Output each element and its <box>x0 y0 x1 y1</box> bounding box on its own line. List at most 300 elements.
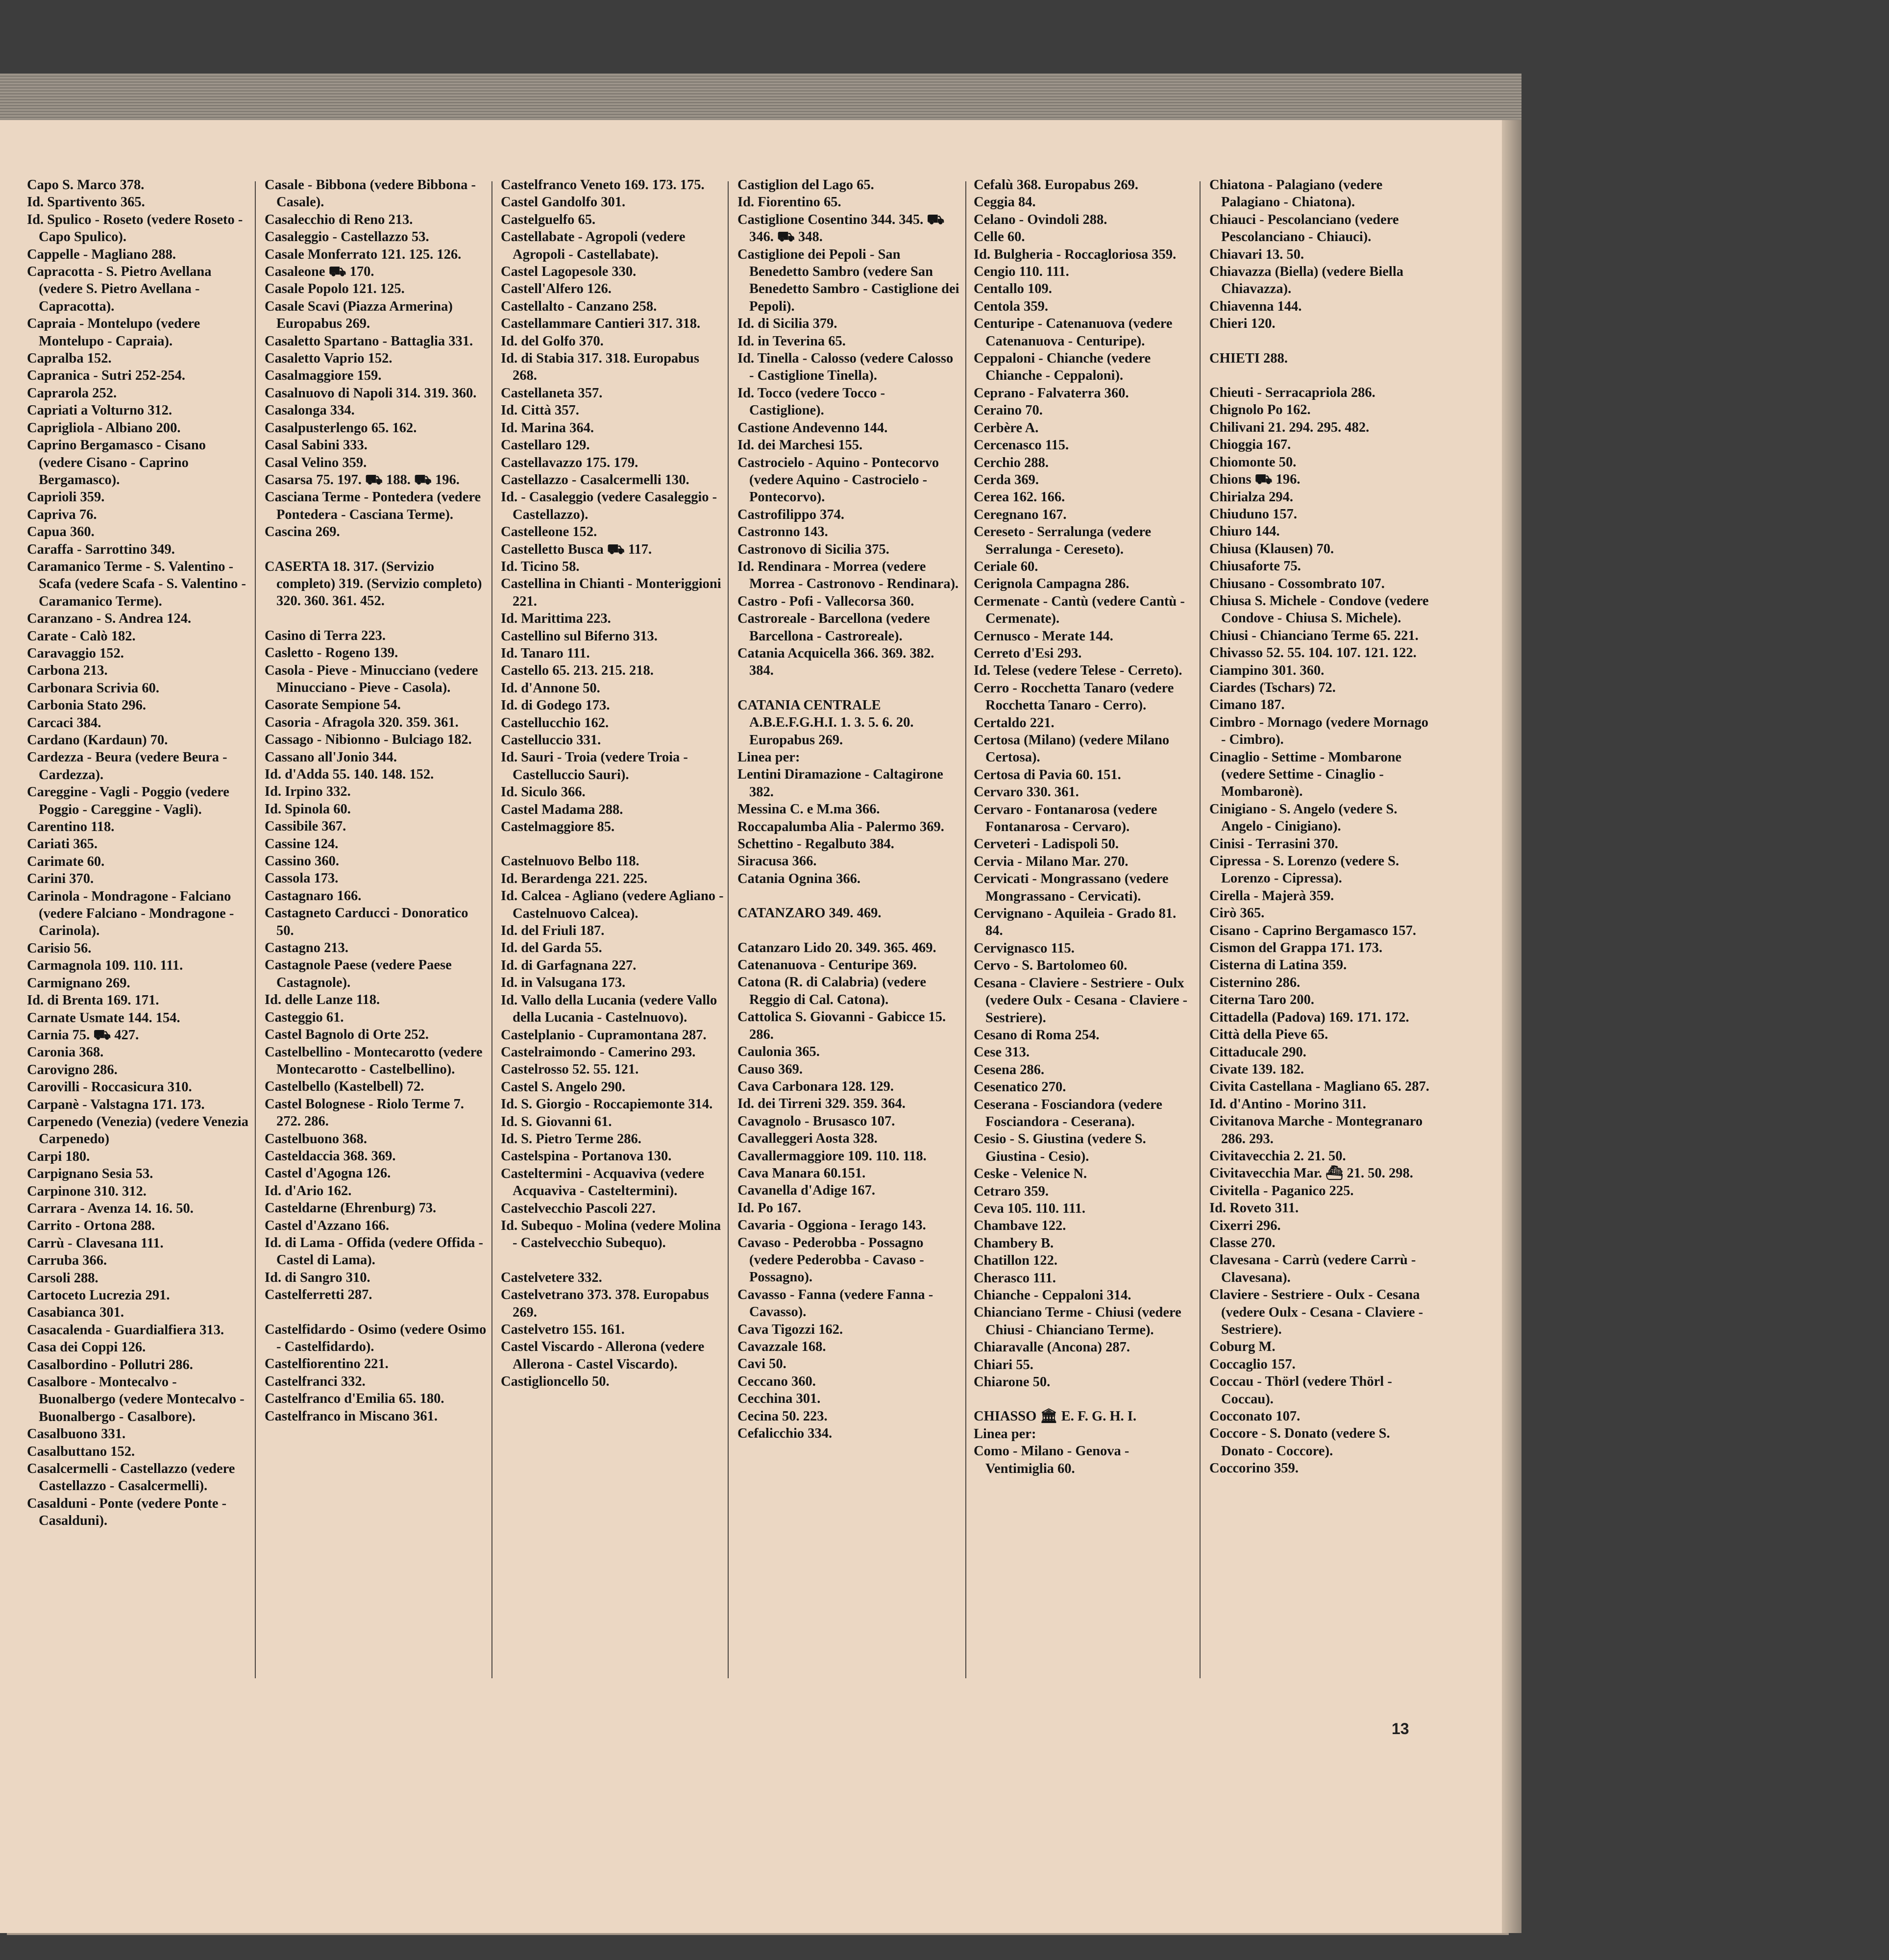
entry-gap <box>737 680 960 697</box>
index-entry: Carovigno 286. <box>27 1062 118 1078</box>
entry-gap <box>265 541 488 558</box>
index-entry: Casciana Terme - Pontedera (vedere Pontedera - Casciana Terme). <box>265 490 481 522</box>
index-entry: Castelrosso 52. 55. 121. <box>501 1062 639 1078</box>
index-entry: Chivasso 52. 55. 104. 107. 121. 122. <box>1209 645 1417 661</box>
index-entry: Cervia - Milano Mar. 270. <box>974 854 1128 869</box>
index-entry: Casale - Bibbona (vedere Bibbona - Casale). <box>265 177 476 210</box>
index-entry: Castiglioncello 50. <box>501 1374 610 1390</box>
index-entry: Civitavecchia 2. 21. 50. <box>1209 1148 1346 1164</box>
index-entry: Carpenedo (Venezia) (vedere Venezia Carpenedo) <box>27 1114 248 1147</box>
index-entry: Id. Spulico - Roseto (vedere Roseto - Capo Spulico). <box>27 212 243 245</box>
index-entry: Chioggia 167. <box>1209 437 1291 453</box>
index-entry: Chiomonte 50. <box>1209 454 1297 470</box>
index-entry: Cixerri 296. <box>1209 1218 1281 1233</box>
index-entry: Castelnuovo Belbo 118. <box>501 854 639 869</box>
index-entry: Chiavari 13. 50. <box>1209 246 1304 262</box>
index-entry: Cardezza - Beura (vedere Beura - Cardezza). <box>27 750 227 783</box>
index-entry: Cavagnolo - Brusasco 107. <box>737 1113 895 1129</box>
index-entry: Carmignano 269. <box>27 975 130 991</box>
index-entry: Castellavazzo 175. 179. <box>501 455 638 470</box>
index-entry: Casaletto Spartano - Battaglia 331. <box>265 333 473 349</box>
index-entry: Id. Po 167. <box>737 1200 801 1216</box>
index-entry: Carmagnola 109. 110. 111. <box>27 958 183 974</box>
index-entry: Castelspina - Portanova 130. <box>501 1149 672 1164</box>
index-entry: Como - Milano - Genova - Ventimiglia 60. <box>974 1444 1129 1476</box>
index-entry: Cavasso - Fanna (vedere Fanna - Cavasso). <box>737 1287 933 1320</box>
index-entry: Ceserana - Fosciandora (vedere Fosciandora - Ceserana). <box>974 1097 1162 1129</box>
index-entry: Casaleone ⛟ 170. <box>265 264 374 280</box>
index-entry: Castelplanio - Cupramontana 287. <box>501 1027 707 1043</box>
index-entry: Carisio 56. <box>27 940 92 956</box>
index-entry: Casoria - Afragola 320. 359. 361. <box>265 714 459 730</box>
index-entry: Centuripe - Catenanuova (vedere Catenanuova - Centuripe). <box>974 316 1173 349</box>
index-entry: Castelfranco in Miscano 361. <box>265 1408 438 1424</box>
index-entry: Coccore - S. Donato (vedere S. Donato - Coccore). <box>1209 1426 1390 1459</box>
index-entry: Carnia 75. ⛟ 427. <box>27 1027 139 1043</box>
index-entry: Chiari 55. <box>974 1357 1033 1372</box>
index-entry: Castelvecchio Pascoli 227. <box>501 1200 656 1216</box>
index-entry: Messina C. e M.ma 366. <box>737 802 880 817</box>
index-entry: Cavaso - Pederobba - Possagno (vedere Pederobba - Cavaso - Possagno). <box>737 1235 924 1285</box>
page-number: 13 <box>1392 1720 1409 1738</box>
index-entry: Castel d'Agogna 126. <box>265 1166 391 1181</box>
index-entry: Castagneto Carducci - Donoratico 50. <box>265 906 468 938</box>
index-entry: Cittaducale 290. <box>1209 1044 1306 1060</box>
index-entry: Capraia - Montelupo (vedere Montelupo - Capraia). <box>27 316 200 349</box>
index-entry: Castelleone 152. <box>501 524 597 540</box>
index-entry: Siracusa 366. <box>737 854 817 869</box>
index-entry: Casabianca 301. <box>27 1305 124 1321</box>
index-entry: Ceppaloni - Chianche (vedere Chianche - Ceppaloni). <box>974 351 1151 384</box>
index-entry: Casola - Pieve - Minucciano (vedere Minucciano - Pieve - Casola). <box>265 662 478 695</box>
index-entry: Id. S. Giovanni 61. <box>501 1114 612 1129</box>
index-entry: Castelguelfo 65. <box>501 212 596 227</box>
index-entry: Chiusaforte 75. <box>1209 559 1301 574</box>
index-entry: Casalnuovo di Napoli 314. 319. 360. <box>265 385 477 401</box>
index-entry: Cocconato 107. <box>1209 1409 1300 1424</box>
index-entry: Castellammare Cantieri 317. 318. <box>501 316 701 332</box>
index-entry: Carate - Calò 182. <box>27 628 136 644</box>
index-entry: Id. Ticino 58. <box>501 559 580 574</box>
index-entry: Id. Calcea - Agliano (vedere Agliano - Castelnuovo Calcea). <box>501 888 724 921</box>
index-entry: Chiauci - Pescolanciano (vedere Pescolanciano - Chiauci). <box>1209 212 1399 245</box>
index-entry: Cecchina 301. <box>737 1391 821 1407</box>
index-entry: Cesio - S. Giustina (vedere S. Giustina - Cesio). <box>974 1131 1146 1164</box>
index-entry: Chieuti - Serracapriola 286. <box>1209 385 1375 401</box>
index-entry: Chatillon 122. <box>974 1253 1058 1269</box>
index-entry: Capo S. Marco 378. <box>27 177 145 193</box>
index-entry: Caravaggio 152. <box>27 645 124 661</box>
index-entry: Cardano (Kardaun) 70. <box>27 733 168 748</box>
index-entry: Id. d'Antino - Morino 311. <box>1209 1096 1366 1112</box>
index-entry: Carbonia Stato 296. <box>27 698 147 713</box>
index-entry: Cavanella d'Adige 167. <box>737 1183 876 1199</box>
index-entry: Castel Madama 288. <box>501 802 623 817</box>
column-divider <box>491 181 492 1678</box>
entry-gap <box>737 887 960 905</box>
index-entry: Coccau - Thörl (vedere Thörl - Coccau). <box>1209 1374 1392 1407</box>
index-entry: Casalecchio di Reno 213. <box>265 212 413 227</box>
index-entry: Chiusi - Chianciano Terme 65. 221. <box>1209 628 1419 643</box>
index-entry: Castagnole Paese (vedere Paese Castagnole). <box>265 957 452 990</box>
index-entry: Chiuduno 157. <box>1209 506 1298 522</box>
index-entry: Cattolica S. Giovanni - Gabicce 15. 286. <box>737 1009 946 1042</box>
index-entry: Casale Monferrato 121. 125. 126. <box>265 246 462 262</box>
index-entry: Certaldo 221. <box>974 715 1055 731</box>
index-entry: Castione Andevenno 144. <box>737 420 888 436</box>
index-entry: Capriati a Volturno 312. <box>27 403 172 418</box>
index-entry: Id. di Brenta 169. 171. <box>27 993 159 1008</box>
index-entry: Casalbuono 331. <box>27 1426 126 1442</box>
index-entry: Catanzaro Lido 20. 349. 365. 469. <box>737 940 936 956</box>
index-entry: Casteldaccia 368. 369. <box>265 1148 396 1164</box>
index-column <box>1209 176 1432 1477</box>
index-entry: Casale Scavi (Piazza Armerina) Europabus 269. <box>265 298 453 332</box>
index-entry: Cava Manara 60.151. <box>737 1165 866 1181</box>
index-entry: Cirò 365. <box>1209 906 1265 921</box>
index-entry: Chiuro 144. <box>1209 524 1280 539</box>
index-entry: Id. d'Annone 50. <box>501 680 600 696</box>
index-entry: Id. dei Tirreni 329. 359. 364. <box>737 1096 906 1112</box>
index-entry: Casa dei Coppi 126. <box>27 1340 146 1355</box>
index-entry: Id. di Garfagnana 227. <box>501 957 637 973</box>
index-column <box>737 176 960 1442</box>
index-entry: Casorate Sempione 54. <box>265 697 401 713</box>
index-entry: Carrito - Ortona 288. <box>27 1218 155 1234</box>
index-entry: Cisternino 286. <box>1209 975 1300 990</box>
index-entry: Cismon del Grappa 171. 173. <box>1209 940 1383 956</box>
index-entry: Id. d'Ario 162. <box>265 1183 352 1199</box>
index-entry: Cavazzale 168. <box>737 1339 826 1354</box>
index-entry: Castelraimondo - Camerino 293. <box>501 1044 696 1060</box>
index-entry: Carpanè - Valstagna 171. 173. <box>27 1097 205 1112</box>
index-entry: Cavi 50. <box>737 1356 786 1372</box>
entry-gap <box>1209 367 1432 384</box>
index-entry: Casteggio 61. <box>265 1009 344 1025</box>
index-entry: Cervo - S. Bartolomeo 60. <box>974 958 1128 974</box>
index-entry: Castello 65. 213. 215. 218. <box>501 663 654 679</box>
index-entry: Caronia 368. <box>27 1045 104 1060</box>
column-divider <box>1200 181 1201 1678</box>
index-entry: Carrù - Clavesana 111. <box>27 1235 164 1251</box>
index-entry: Citerna Taro 200. <box>1209 992 1315 1008</box>
index-entry: Id. Marina 364. <box>501 420 594 436</box>
index-entry: Cervaro 330. 361. <box>974 784 1079 800</box>
index-entry: Id. Marittima 223. <box>501 611 611 627</box>
index-entry: Chions ⛟ 196. <box>1209 472 1300 488</box>
index-entry: Casalbore - Montecalvo - Buonalbergo (vedere Montecalvo - Buonalbergo - Casalbore). <box>27 1374 245 1424</box>
index-entry: Cerignola Campagna 286. <box>974 576 1129 592</box>
index-entry: Coburg M. <box>1209 1339 1276 1355</box>
index-entry: Carcaci 384. <box>27 715 101 731</box>
index-entry: Castro - Pofi - Vallecorsa 360. <box>737 593 914 609</box>
index-entry: Carbonara Scrivia 60. <box>27 680 159 696</box>
index-entry: Capracotta - S. Pietro Avellana (vedere S. Pietro Avellana - Capracotta). <box>27 264 212 314</box>
index-entry: CHIETI 288. <box>1209 350 1288 366</box>
index-entry: Cervignano - Aquileia - Grado 81. 84. <box>974 906 1177 939</box>
index-entry: Id. S. Giorgio - Roccapiemonte 314. <box>501 1097 713 1112</box>
index-entry: Schettino - Regalbuto 384. <box>737 836 894 852</box>
index-entry: Id. Subequo - Molina (vedere Molina - Castelvecchio Subequo). <box>501 1218 721 1251</box>
index-entry: Civitella - Paganico 225. <box>1209 1183 1354 1199</box>
index-entry: Cinisi - Terrasini 370. <box>1209 836 1338 852</box>
index-entry: Ceprano - Falvaterra 360. <box>974 385 1129 401</box>
index-entry: Casalduni - Ponte (vedere Ponte - Casalduni). <box>27 1495 227 1529</box>
index-entry: Caprarola 252. <box>27 385 117 401</box>
index-entry: Chambery B. <box>974 1235 1054 1251</box>
index-entry: Chignolo Po 162. <box>1209 402 1311 418</box>
index-entry: Castiglione Cosentino 344. 345. ⛟ 346. ⛟ 348. <box>737 212 945 245</box>
index-entry: Cesenatico 270. <box>974 1079 1066 1095</box>
index-entry: Castelfranco d'Emilia 65. 180. <box>265 1391 444 1407</box>
index-entry: Id. Spartivento 365. <box>27 195 145 210</box>
index-entry: Carinola - Mondragone - Falciano (vedere Falciano - Mondragone - Carinola). <box>27 888 234 939</box>
index-entry: Coccorino 359. <box>1209 1461 1299 1476</box>
index-entry: Cese 313. <box>974 1045 1030 1060</box>
index-entry: Cassine 124. <box>265 836 339 852</box>
index-entry: Castellino sul Biferno 313. <box>501 628 658 644</box>
index-entry: Id. Tanaro 111. <box>501 645 590 661</box>
index-entry: Cisano - Caprino Bergamasco 157. <box>1209 923 1416 938</box>
column-divider <box>965 181 966 1678</box>
index-entry: Castellaneta 357. <box>501 385 603 401</box>
index-entry: Id. dei Marchesi 155. <box>737 438 863 453</box>
index-entry: Certosa di Pavia 60. 151. <box>974 767 1121 783</box>
index-entry: Castelletto Busca ⛟ 117. <box>501 541 652 557</box>
index-entry: Castagnaro 166. <box>265 888 362 904</box>
index-entry: Cassibile 367. <box>265 819 346 834</box>
index-entry: Castronno 143. <box>737 524 828 540</box>
index-entry: Cerveteri - Ladispoli 50. <box>974 836 1119 852</box>
index-entry: Castel Viscardo - Allerona (vedere Allerona - Castel Viscardo). <box>501 1339 705 1372</box>
index-entry: Civita Castellana - Magliano 65. 287. <box>1209 1079 1429 1095</box>
index-entry: Id. - Casaleggio (vedere Casaleggio - Castellazzo). <box>501 490 717 522</box>
index-entry: Chiatona - Palagiano (vedere Palagiano - Chiatona). <box>1209 177 1383 210</box>
index-entry: Ceraino 70. <box>974 403 1043 418</box>
index-entry: Chiavenna 144. <box>1209 298 1302 314</box>
index-entry: Castellazzo - Casalcermelli 130. <box>501 472 689 488</box>
index-entry: Caranzano - S. Andrea 124. <box>27 611 192 627</box>
index-entry: Roccapalumba Alia - Palermo 369. <box>737 819 944 834</box>
index-entry: Chiarone 50. <box>974 1374 1051 1390</box>
index-entry: Cinaglio - Settime - Mombarone (vedere Settime - Cinaglio - Mombaronè). <box>1209 749 1402 800</box>
entry-gap <box>265 1304 488 1321</box>
index-entry: Id. Tocco (vedere Tocco - Castiglione). <box>737 385 885 418</box>
index-entry: Castelluccio 331. <box>501 733 601 748</box>
index-entry: Castelfidardo - Osimo (vedere Osimo - Castelfidardo). <box>265 1322 487 1354</box>
index-entry: Classe 270. <box>1209 1235 1276 1250</box>
index-entry: Caprioli 359. <box>27 490 105 505</box>
index-entry: Id. Sauri - Troia (vedere Troia - Castelluccio Sauri). <box>501 750 688 783</box>
index-entry: Castell'Alfero 126. <box>501 281 612 297</box>
index-entry: Cisterna di Latina 359. <box>1209 957 1347 973</box>
index-entry: Id. Città 357. <box>501 403 579 418</box>
index-entry: Cesana - Claviere - Sestriere - Oulx (vedere Oulx - Cesana - Claviere - Sestriere). <box>974 975 1188 1026</box>
index-entry: Cerreto d'Esi 293. <box>974 645 1082 661</box>
index-entry: Carentino 118. <box>27 819 115 835</box>
index-entry: Carimate 60. <box>27 854 105 869</box>
index-entry: Castiglion del Lago 65. <box>737 177 874 193</box>
index-entry: Id. del Garda 55. <box>501 940 602 956</box>
index-entry: Chirialza 294. <box>1209 489 1293 505</box>
index-entry: Castelfranco Veneto 169. 173. 175. <box>501 177 705 193</box>
index-entry: Id. di Lama - Offida (vedere Offida - Castel di Lama). <box>265 1235 483 1268</box>
index-entry: Ceregnano 167. <box>974 507 1067 522</box>
index-entry: Castelvetrano 373. 378. Europabus 269. <box>501 1287 709 1320</box>
index-entry: Casal Sabini 333. <box>265 438 368 453</box>
index-entry: Castelfranci 332. <box>265 1373 366 1389</box>
index-entry: Carpi 180. <box>27 1149 90 1164</box>
index-entry: Chianche - Ceppaloni 314. <box>974 1288 1131 1303</box>
index-entry: Casalonga 334. <box>265 403 355 418</box>
index-entry: Catona (R. di Calabria) (vedere Reggio di Cal. Catona). <box>737 975 926 1007</box>
index-entry: Chiavazza (Biella) (vedere Biella Chiavazza). <box>1209 264 1404 297</box>
index-entry: Id. del Golfo 370. <box>501 333 604 349</box>
index-entry: Ceggia 84. <box>974 195 1036 210</box>
index-entry: Catania Acquicella 366. 369. 382. 384. <box>737 645 934 679</box>
index-entry: Cinigiano - S. Angelo (vedere S. Angelo - Cinigiano). <box>1209 801 1398 834</box>
index-entry: Id. di Sicilia 379. <box>737 316 837 332</box>
index-entry: Id. Fiorentino 65. <box>737 195 841 210</box>
index-entry: Id. Spinola 60. <box>265 801 351 817</box>
index-entry: Casal Velino 359. <box>265 455 367 470</box>
entry-gap <box>265 610 488 627</box>
index-entry: Castelmaggiore 85. <box>501 819 615 835</box>
index-entry: Chiusano - Cossombrato 107. <box>1209 576 1385 591</box>
index-entry: Castagno 213. <box>265 940 349 956</box>
index-entry: Chiusa (Klausen) 70. <box>1209 541 1334 557</box>
index-entry: Castiglione dei Pepoli - San Benedetto Sambro (vedere San Benedetto Sambro - Castiglione dei Pepoli). <box>737 246 959 314</box>
index-entry: Id. delle Lanze 118. <box>265 992 380 1008</box>
index-entry: Caprino Bergamasco - Cisano (vedere Cisano - Caprino Bergamasco). <box>27 438 206 488</box>
index-entry: Cerro - Rocchetta Tanaro (vedere Rocchetta Tanaro - Cerro). <box>974 680 1174 713</box>
index-entry: Celano - Ovindoli 288. <box>974 212 1107 227</box>
index-entry: Cariati 365. <box>27 836 98 852</box>
index-entry: Id. di Sangro 310. <box>265 1270 370 1285</box>
index-entry: Celle 60. <box>974 229 1025 245</box>
index-entry: Castelferretti 287. <box>265 1287 372 1303</box>
index-entry: Id. Telese (vedere Telese - Cerreto). <box>974 663 1182 679</box>
index-entry: Cappelle - Magliano 288. <box>27 246 176 262</box>
index-entry: Careggine - Vagli - Poggio (vedere Poggio - Careggine - Vagli). <box>27 784 229 817</box>
index-entry: Castroreale - Barcellona (vedere Barcellona - Castroreale). <box>737 611 930 644</box>
index-entry: Chianciano Terme - Chiusi (vedere Chiusi - Chianciano Terme). <box>974 1305 1181 1338</box>
index-entry: Cavaria - Oggiona - Ierago 143. <box>737 1218 926 1233</box>
index-entry: Castel Bolognese - Riolo Terme 7. 272. 286. <box>265 1096 464 1129</box>
index-entry: Casaleggio - Castellazzo 53. <box>265 229 429 245</box>
index-entry: Castelvetro 155. 161. <box>501 1322 625 1337</box>
index-entry: CASERTA 18. 317. (Servizio completo) 319. (Servizio completo) 320. 360. 361. 452. <box>265 559 482 609</box>
index-entry: Carnate Usmate 144. 154. <box>27 1010 180 1026</box>
index-entry: Caprigliola - Albiano 200. <box>27 420 181 436</box>
index-entry: Castelbuono 368. <box>265 1131 368 1147</box>
index-entry: Cavallermaggiore 109. 110. 118. <box>737 1148 927 1164</box>
index-entry: Chiusa S. Michele - Condove (vedere Condove - Chiusa S. Michele). <box>1209 593 1429 626</box>
index-entry: Caraffa - Sarrottino 349. <box>27 541 175 557</box>
index-entry: Carsoli 288. <box>27 1270 98 1286</box>
index-entry: Id. Roveto 311. <box>1209 1200 1299 1216</box>
index-entry: Cervignasco 115. <box>974 940 1075 956</box>
index-entry: Carpinone 310. 312. <box>27 1183 147 1199</box>
index-entry: Civate 139. 182. <box>1209 1061 1304 1077</box>
entry-gap <box>1209 333 1432 350</box>
index-entry: Centola 359. <box>974 298 1048 314</box>
index-entry: CATANIA CENTRALE A.B.E.F.G.H.I. 1. 3. 5. 6. 20. Europabus 269. <box>737 697 914 748</box>
index-entry: Casalpusterlengo 65. 162. <box>265 420 417 436</box>
index-entry: Cefalù 368. Europabus 269. <box>974 177 1139 193</box>
entry-gap <box>501 1252 724 1269</box>
index-entry: Città della Pieve 65. <box>1209 1027 1328 1043</box>
index-entry: Castel Gandolfo 301. <box>501 195 626 210</box>
index-entry: Capua 360. <box>27 524 95 540</box>
index-entry: Clavesana - Carrù (vedere Carrù - Clavesana). <box>1209 1252 1416 1285</box>
index-entry: Castellina in Chianti - Monteriggioni 221. <box>501 576 721 609</box>
index-entry: Cervicati - Mongrassano (vedere Mongrassano - Cervicati). <box>974 871 1169 904</box>
index-entry: Ceva 105. 110. 111. <box>974 1200 1086 1216</box>
index-entry: Ceriale 60. <box>974 559 1038 574</box>
index-entry: Cascina 269. <box>265 524 340 540</box>
index-entry: Chiaravalle (Ancona) 287. <box>974 1340 1130 1355</box>
index-column <box>265 176 488 1425</box>
index-entry: Castelbellino - Montecarotto (vedere Montecarotto - Castelbellino). <box>265 1044 483 1077</box>
index-entry: Cava Carbonara 128. 129. <box>737 1078 894 1094</box>
index-entry: Capralba 152. <box>27 351 112 367</box>
index-entry: Catenanuova - Centuripe 369. <box>737 957 917 973</box>
index-entry: Carpignano Sesia 53. <box>27 1166 153 1182</box>
index-entry: CATANZARO 349. 469. <box>737 906 882 921</box>
index-entry: Civitanova Marche - Montegranaro 286. 293. <box>1209 1114 1423 1147</box>
index-entry: Id. Berardenga 221. 225. <box>501 871 648 886</box>
index-entry: Castellaro 129. <box>501 438 590 453</box>
index-entry: Capriva 76. <box>27 507 97 522</box>
index-entry: Cava Tigozzi 162. <box>737 1322 843 1337</box>
index-entry: Casacalenda - Guardialfiera 313. <box>27 1322 224 1338</box>
index-entry: Cassano all'Jonio 344. <box>265 749 397 765</box>
index-entry: Castronovo di Sicilia 375. <box>737 541 889 557</box>
index-entry: Castel Bagnolo di Orte 252. <box>265 1027 429 1043</box>
index-entry: Cimbro - Mornago (vedere Mornago - Cimbro). <box>1209 714 1428 748</box>
index-entry: Casaletto Vaprio 152. <box>265 351 393 367</box>
index-entry: Id. d'Adda 55. 140. 148. 152. <box>265 767 434 782</box>
index-entry: Chilivani 21. 294. 295. 482. <box>1209 419 1370 435</box>
index-column <box>27 176 250 1530</box>
index-entry: Castellabate - Agropoli (vedere Agropoli - Castellabate). <box>501 229 686 262</box>
index-entry: Cercenasco 115. <box>974 438 1069 453</box>
index-entry: Cecina 50. 223. <box>737 1408 828 1424</box>
index-entry: Id. Tinella - Calosso (vedere Calosso - Castiglione Tinella). <box>737 351 954 384</box>
index-entry: Id. Irpino 332. <box>265 784 351 800</box>
book-page <box>0 120 1502 1933</box>
index-entry: Civitavecchia Mar. ⛴ 21. 50. 298. <box>1209 1166 1413 1181</box>
column-divider <box>728 181 729 1678</box>
index-entry: Cirella - Majerà 359. <box>1209 888 1334 904</box>
entry-gap <box>974 1391 1197 1408</box>
index-entry: Ciardes (Tschars) 72. <box>1209 680 1336 695</box>
index-entry: Casletto - Rogeno 139. <box>265 645 398 661</box>
index-entry: Caulonia 365. <box>737 1044 820 1060</box>
index-entry: Castel d'Azzano 166. <box>265 1218 390 1233</box>
index-entry: Cerda 369. <box>974 472 1039 488</box>
index-entry: Catania Ognina 366. <box>737 871 861 886</box>
index-entry: Cassago - Nibionno - Bulciago 182. <box>265 732 472 748</box>
index-entry: Castellucchio 162. <box>501 715 609 731</box>
entry-gap <box>737 922 960 939</box>
index-entry: Id. Vallo della Lucania (vedere Vallo della Lucania - Castelnuovo). <box>501 992 717 1026</box>
index-entry: Linea per: <box>737 750 800 765</box>
index-entry: Cetraro 359. <box>974 1183 1049 1199</box>
index-entry: Ciampino 301. 360. <box>1209 662 1325 678</box>
index-entry: Id. S. Pietro Terme 286. <box>501 1131 641 1147</box>
